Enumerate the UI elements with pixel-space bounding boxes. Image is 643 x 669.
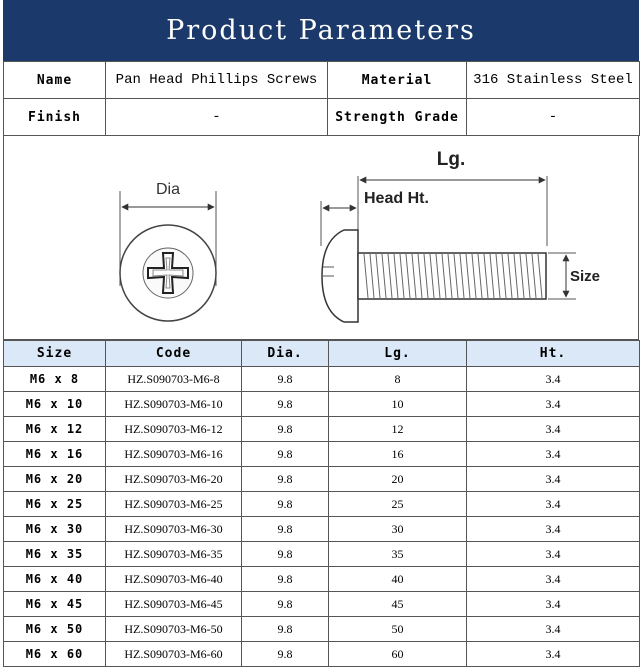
- height-cell: 3.4: [467, 592, 640, 617]
- code-cell: HZ.S090703-M6-12: [106, 417, 242, 442]
- dia-cell: 9.8: [242, 417, 329, 442]
- params-row-2: [4, 99, 640, 136]
- col-header-length: Lg.: [329, 341, 467, 367]
- dia-cell: 9.8: [242, 442, 329, 467]
- dia-cell: 9.8: [242, 617, 329, 642]
- table-row: [4, 517, 640, 542]
- size-cell: M6 x 50: [4, 617, 106, 642]
- size-cell: M6 x 40: [4, 567, 106, 592]
- code-cell: HZ.S090703-M6-35: [106, 542, 242, 567]
- dia-label: Dia: [155, 181, 181, 198]
- finish-value: -: [106, 99, 328, 136]
- height-cell: 3.4: [467, 542, 640, 567]
- col-header-height: Ht.: [467, 341, 640, 367]
- height-cell: 3.4: [467, 467, 640, 492]
- parameters-table: [3, 61, 640, 136]
- screw-top-view: [120, 181, 216, 321]
- length-cell: 25: [329, 492, 467, 517]
- height-cell: 3.4: [467, 417, 640, 442]
- code-cell: HZ.S090703-M6-8: [106, 367, 242, 392]
- finish-label: Finish: [4, 99, 106, 136]
- table-row: [4, 442, 640, 467]
- dia-cell: 9.8: [242, 592, 329, 617]
- page-title: Product Parameters: [3, 0, 639, 61]
- code-cell: HZ.S090703-M6-10: [106, 392, 242, 417]
- length-cell: 45: [329, 592, 467, 617]
- code-cell: HZ.S090703-M6-25: [106, 492, 242, 517]
- size-table: [3, 340, 640, 667]
- table-row: [4, 492, 640, 517]
- grade-label: Strength Grade: [328, 99, 467, 136]
- dia-cell: 9.8: [242, 467, 329, 492]
- dia-cell: 9.8: [242, 367, 329, 392]
- dia-cell: 9.8: [242, 492, 329, 517]
- height-cell: 3.4: [467, 617, 640, 642]
- material-label: Material: [328, 62, 467, 99]
- material-value: 316 Stainless Steel: [467, 62, 640, 99]
- dia-cell: 9.8: [242, 517, 329, 542]
- code-cell: HZ.S090703-M6-40: [106, 567, 242, 592]
- height-cell: 3.4: [467, 642, 640, 667]
- table-row: [4, 467, 640, 492]
- size-cell: M6 x 35: [4, 542, 106, 567]
- col-header-size: Size: [4, 341, 106, 367]
- product-sheet: [3, 0, 639, 667]
- screw-diagram: [3, 136, 639, 340]
- length-cell: 16: [329, 442, 467, 467]
- dia-cell: 9.8: [242, 392, 329, 417]
- code-cell: HZ.S090703-M6-45: [106, 592, 242, 617]
- table-row: [4, 417, 640, 442]
- col-header-dia: Dia.: [242, 341, 329, 367]
- length-cell: 8: [329, 367, 467, 392]
- height-cell: 3.4: [467, 367, 640, 392]
- screw-side-view: [321, 149, 600, 322]
- table-row: [4, 617, 640, 642]
- dia-cell: 9.8: [242, 642, 329, 667]
- size-table-header: [4, 341, 640, 367]
- length-cell: 50: [329, 617, 467, 642]
- table-row: [4, 642, 640, 667]
- dia-cell: 9.8: [242, 542, 329, 567]
- code-cell: HZ.S090703-M6-30: [106, 517, 242, 542]
- size-cell: M6 x 45: [4, 592, 106, 617]
- size-cell: M6 x 16: [4, 442, 106, 467]
- size-cell: M6 x 20: [4, 467, 106, 492]
- params-row-1: [4, 62, 640, 99]
- code-cell: HZ.S090703-M6-20: [106, 467, 242, 492]
- size-cell: M6 x 30: [4, 517, 106, 542]
- table-row: [4, 567, 640, 592]
- length-cell: 35: [329, 542, 467, 567]
- col-header-code: Code: [106, 341, 242, 367]
- size-cell: M6 x 8: [4, 367, 106, 392]
- table-row: [4, 542, 640, 567]
- size-cell: M6 x 60: [4, 642, 106, 667]
- length-cell: 60: [329, 642, 467, 667]
- length-cell: 30: [329, 517, 467, 542]
- height-cell: 3.4: [467, 567, 640, 592]
- name-label: Name: [4, 62, 106, 99]
- size-cell: M6 x 25: [4, 492, 106, 517]
- head-height-label: Head Ht.: [364, 190, 429, 207]
- length-label: Lg.: [436, 149, 466, 170]
- table-row: [4, 592, 640, 617]
- height-cell: 3.4: [467, 492, 640, 517]
- height-cell: 3.4: [467, 517, 640, 542]
- grade-value: -: [467, 99, 640, 136]
- name-value: Pan Head Phillips Screws: [106, 62, 328, 99]
- size-label: Size: [570, 268, 601, 285]
- code-cell: HZ.S090703-M6-16: [106, 442, 242, 467]
- length-cell: 12: [329, 417, 467, 442]
- length-cell: 10: [329, 392, 467, 417]
- size-cell: M6 x 10: [4, 392, 106, 417]
- screw-drawing: [4, 136, 638, 339]
- table-row: [4, 392, 640, 417]
- height-cell: 3.4: [467, 392, 640, 417]
- size-cell: M6 x 12: [4, 417, 106, 442]
- code-cell: HZ.S090703-M6-50: [106, 617, 242, 642]
- dia-cell: 9.8: [242, 567, 329, 592]
- length-cell: 40: [329, 567, 467, 592]
- table-row: [4, 367, 640, 392]
- height-cell: 3.4: [467, 442, 640, 467]
- code-cell: HZ.S090703-M6-60: [106, 642, 242, 667]
- length-cell: 20: [329, 467, 467, 492]
